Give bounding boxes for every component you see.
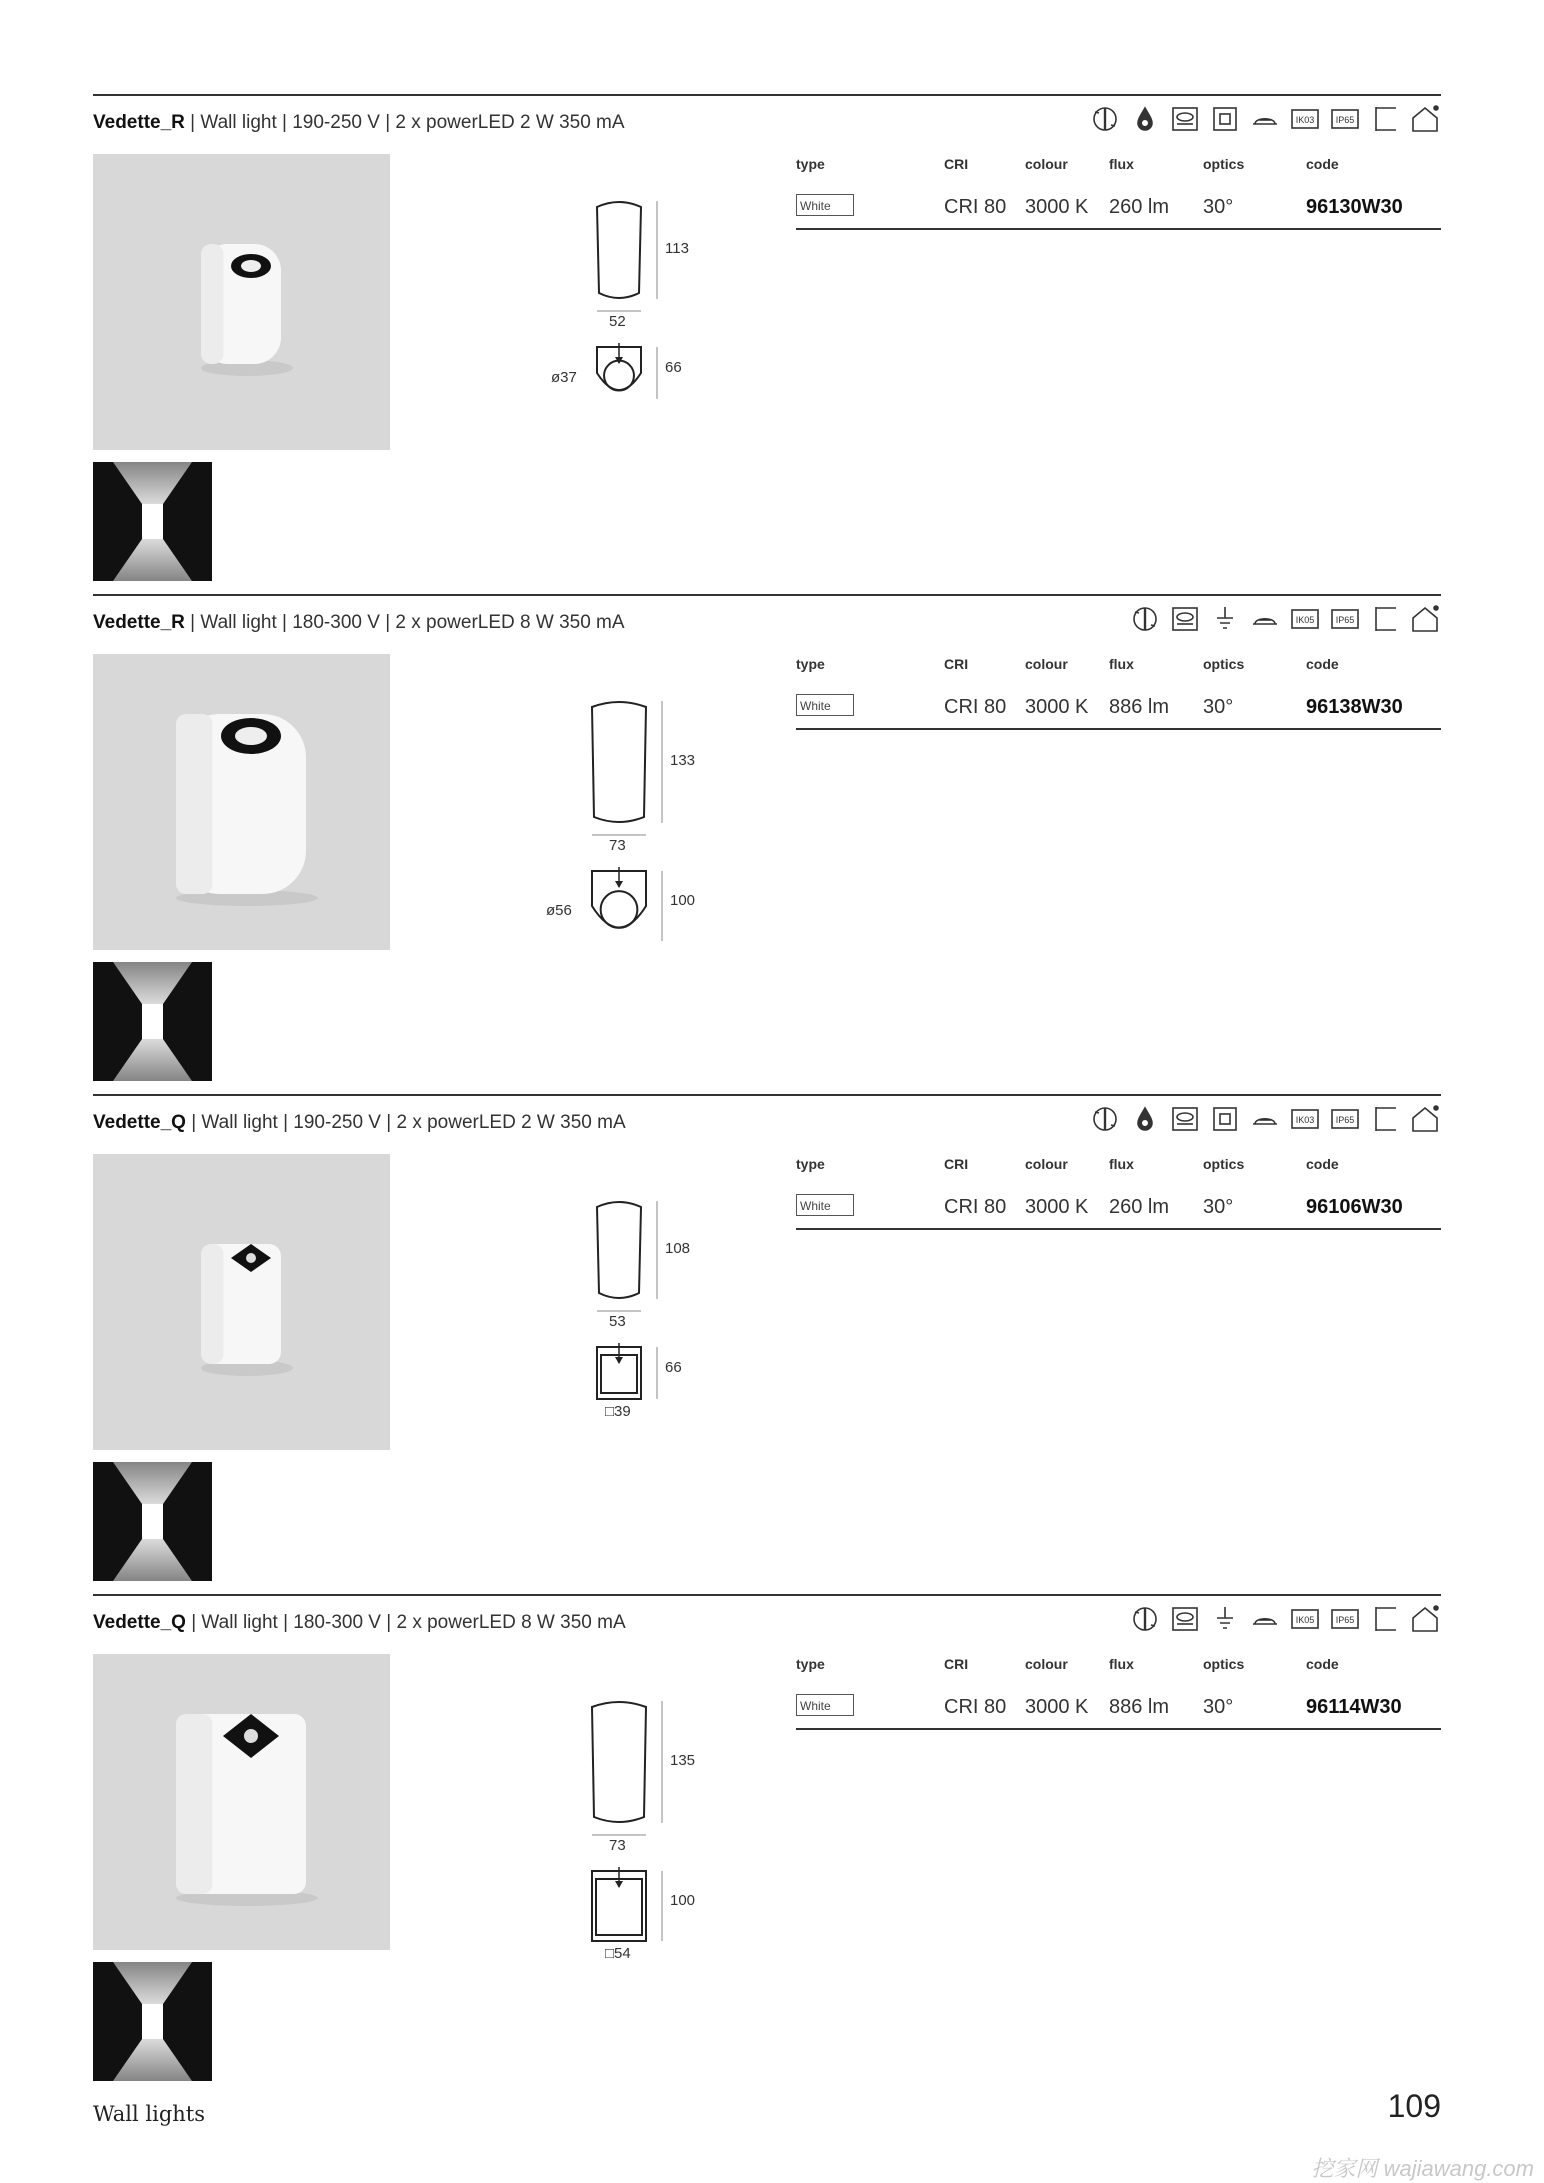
table-header [796, 654, 1441, 678]
product-block [93, 1094, 1441, 1594]
product-name: Vedette_R [93, 612, 185, 633]
table-row [796, 192, 1441, 230]
table-header [796, 1654, 1441, 1678]
dim-height: 135 [670, 1752, 696, 1769]
spec-table [796, 654, 1441, 730]
product-title [93, 1612, 626, 1634]
header-cri: CRI [944, 1156, 969, 1172]
header-cri: CRI [944, 1656, 969, 1672]
outdoor-house-icon [1409, 603, 1441, 635]
product-description: | Wall light | 180-300 V | 2 x powerLED 8 W 350 mA [184, 612, 625, 633]
header-type: type [796, 156, 825, 172]
flat-icon [1249, 1603, 1281, 1635]
light-effect-image [93, 1462, 212, 1581]
ip-rating-icon [1329, 103, 1361, 135]
dim-width: 73 [609, 837, 626, 854]
header-type: type [796, 1156, 825, 1172]
dim-depth: 66 [665, 1359, 682, 1376]
dim-height: 108 [665, 1240, 691, 1257]
cell-cri: CRI 80 [944, 1196, 1007, 1218]
product-photo [93, 654, 390, 950]
type-swatch: White [796, 194, 854, 216]
wall-bracket-icon [1369, 1103, 1401, 1135]
rotate-icon [1089, 103, 1121, 135]
class-square-icon [1209, 1103, 1241, 1135]
feature-icons [1129, 600, 1441, 638]
technical-drawing [463, 1689, 743, 2049]
product-name: Vedette_Q [93, 1612, 186, 1633]
header-flux: flux [1109, 1656, 1134, 1672]
dim-depth: 66 [665, 359, 682, 376]
surface-mount-icon [1169, 1103, 1201, 1135]
dim-width: 52 [609, 313, 626, 330]
svg-text:IP65: IP65 [1335, 615, 1355, 625]
dim-width: 73 [609, 1837, 626, 1854]
page-number: 109 [1387, 2088, 1441, 2124]
cell-code: 96138W30 [1306, 696, 1403, 718]
header-flux: flux [1109, 156, 1134, 172]
cell-optics: 30° [1203, 1196, 1234, 1218]
svg-text:IK05: IK05 [1295, 615, 1315, 625]
cell-colour: 3000 K [1025, 1196, 1089, 1218]
section-divider [93, 594, 1441, 596]
cell-optics: 30° [1203, 696, 1234, 718]
surface-mount-icon [1169, 603, 1201, 635]
dim-height: 113 [665, 240, 689, 257]
table-header [796, 1154, 1441, 1178]
feature-icons [1089, 100, 1441, 138]
cell-cri: CRI 80 [944, 196, 1007, 218]
svg-text:IK03: IK03 [1295, 115, 1315, 125]
rotate-icon [1129, 603, 1161, 635]
flat-icon [1249, 103, 1281, 135]
ip-rating-icon [1329, 603, 1361, 635]
product-name: Vedette_R [93, 112, 185, 133]
table-row [796, 692, 1441, 730]
ip-rating-icon [1329, 1103, 1361, 1135]
product-photo [93, 1654, 390, 1950]
flat-icon [1249, 1103, 1281, 1135]
spec-table [796, 154, 1441, 230]
product-description: | Wall light | 190-250 V | 2 x powerLED 2 W 350 mA [185, 1112, 626, 1133]
header-flux: flux [1109, 1156, 1134, 1172]
svg-text:IP65: IP65 [1335, 1615, 1355, 1625]
ik-rating-icon [1289, 603, 1321, 635]
dim-square-size: □54 [605, 1945, 631, 1962]
cell-code: 96106W30 [1306, 1196, 1403, 1218]
type-swatch: White [796, 1194, 854, 1216]
product-name: Vedette_Q [93, 1112, 186, 1133]
svg-text:IK03: IK03 [1295, 1115, 1315, 1125]
cell-flux: 260 lm [1109, 196, 1170, 218]
product-description: | Wall light | 180-300 V | 2 x powerLED 8 W 350 mA [185, 1612, 626, 1633]
cell-optics: 30° [1203, 1696, 1234, 1718]
product-title [93, 1112, 626, 1134]
wall-bracket-icon [1369, 603, 1401, 635]
feature-icons [1089, 1100, 1441, 1138]
dim-depth: 100 [670, 892, 696, 909]
ik-rating-icon [1289, 1603, 1321, 1635]
outdoor-house-icon [1409, 103, 1441, 135]
cell-optics: 30° [1203, 196, 1234, 218]
spec-table [796, 1154, 1441, 1230]
feature-icons [1129, 1600, 1441, 1638]
header-code: code [1306, 1656, 1339, 1672]
product-photo [93, 1154, 390, 1450]
cell-flux: 260 lm [1109, 1196, 1170, 1218]
table-row [796, 1692, 1441, 1730]
section-divider [93, 1594, 1441, 1596]
dim-diameter: ø56 [546, 902, 572, 919]
section-divider [93, 1094, 1441, 1096]
ik-rating-icon [1289, 103, 1321, 135]
ik-rating-icon [1289, 1103, 1321, 1135]
header-code: code [1306, 1156, 1339, 1172]
cell-flux: 886 lm [1109, 696, 1170, 718]
product-description: | Wall light | 190-250 V | 2 x powerLED 2 W 350 mA [184, 112, 625, 133]
flat-icon [1249, 603, 1281, 635]
technical-drawing [463, 1189, 743, 1549]
header-optics: optics [1203, 156, 1245, 172]
cell-code: 96130W30 [1306, 196, 1403, 218]
header-colour: colour [1025, 656, 1068, 672]
product-block [93, 594, 1441, 1094]
dim-square-size: □39 [605, 1403, 631, 1420]
header-colour: colour [1025, 156, 1068, 172]
type-swatch: White [796, 1694, 854, 1716]
section-divider [93, 94, 1441, 96]
section-title: Wall lights [93, 2102, 206, 2126]
cell-colour: 3000 K [1025, 1696, 1089, 1718]
earth-icon [1209, 1603, 1241, 1635]
cell-code: 96114W30 [1306, 1696, 1402, 1718]
wall-bracket-icon [1369, 1603, 1401, 1635]
header-cri: CRI [944, 156, 969, 172]
rotate-icon [1129, 1603, 1161, 1635]
class-square-icon [1209, 103, 1241, 135]
light-effect-image [93, 1962, 212, 2081]
earth-icon [1209, 603, 1241, 635]
type-swatch: White [796, 694, 854, 716]
header-optics: optics [1203, 656, 1245, 672]
outdoor-house-icon [1409, 1103, 1441, 1135]
table-header [796, 154, 1441, 178]
header-optics: optics [1203, 1156, 1245, 1172]
dim-width: 53 [609, 1313, 626, 1330]
header-colour: colour [1025, 1156, 1068, 1172]
header-code: code [1306, 656, 1339, 672]
product-block [93, 1594, 1441, 2094]
svg-text:IP65: IP65 [1335, 115, 1355, 125]
header-colour: colour [1025, 1656, 1068, 1672]
product-block [93, 94, 1441, 594]
dim-depth: 100 [670, 1892, 696, 1909]
drop-icon [1129, 1103, 1161, 1135]
cell-colour: 3000 K [1025, 196, 1089, 218]
spec-table [796, 1654, 1441, 1730]
technical-drawing [463, 189, 743, 549]
light-effect-image [93, 462, 212, 581]
light-effect-image [93, 962, 212, 1081]
ip-rating-icon [1329, 1603, 1361, 1635]
dim-height: 133 [670, 752, 696, 769]
svg-text:IP65: IP65 [1335, 1115, 1355, 1125]
product-title [93, 612, 625, 634]
cell-flux: 886 lm [1109, 1696, 1170, 1718]
cell-cri: CRI 80 [944, 696, 1007, 718]
cell-cri: CRI 80 [944, 1696, 1007, 1718]
surface-mount-icon [1169, 103, 1201, 135]
table-row [796, 1192, 1441, 1230]
header-cri: CRI [944, 656, 969, 672]
technical-drawing [463, 689, 743, 1049]
rotate-icon [1089, 1103, 1121, 1135]
surface-mount-icon [1169, 1603, 1201, 1635]
header-code: code [1306, 156, 1339, 172]
cell-colour: 3000 K [1025, 696, 1089, 718]
header-type: type [796, 656, 825, 672]
outdoor-house-icon [1409, 1603, 1441, 1635]
product-photo [93, 154, 390, 450]
header-flux: flux [1109, 656, 1134, 672]
header-type: type [796, 1656, 825, 1672]
dim-diameter: ø37 [551, 369, 577, 386]
svg-text:IK05: IK05 [1295, 1615, 1315, 1625]
header-optics: optics [1203, 1656, 1245, 1672]
drop-icon [1129, 103, 1161, 135]
watermark: 挖家网 wajiawang.com [1311, 2156, 1534, 2181]
wall-bracket-icon [1369, 103, 1401, 135]
product-title [93, 112, 625, 134]
